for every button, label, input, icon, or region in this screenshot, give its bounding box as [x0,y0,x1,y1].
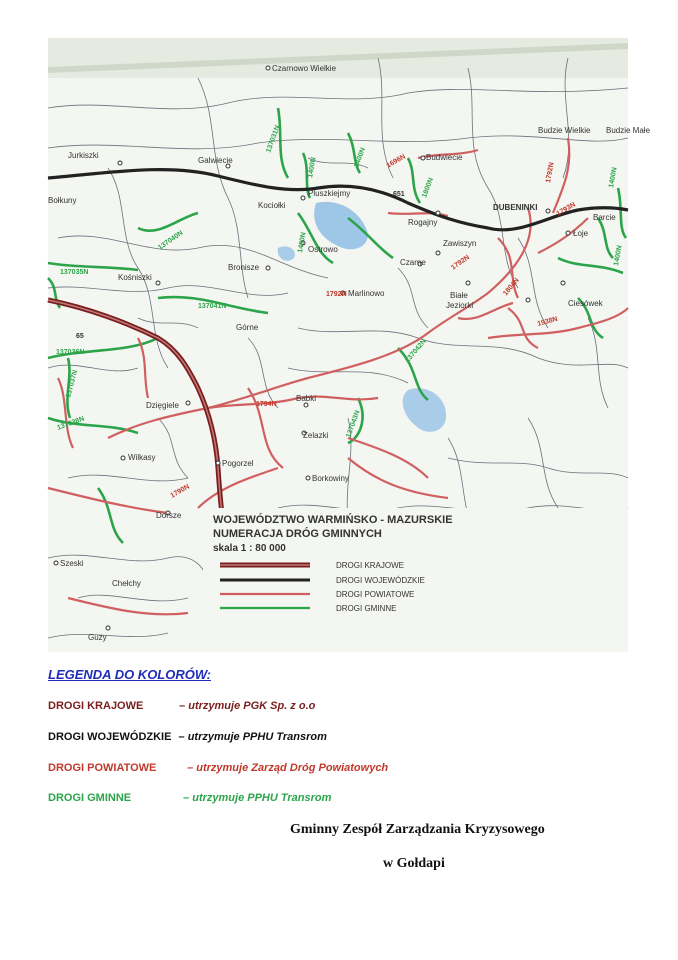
place-budwiecie: Budwiecie [426,153,463,162]
road-label: 137040N [157,229,185,252]
place-kociolki: Kociołki [258,201,286,210]
road-label: 137038N [56,415,86,432]
road-label: 137035N [60,269,89,276]
lake-small [278,246,295,260]
road-label: 1400N [608,166,619,189]
road-label: 137043N [345,409,362,439]
place-ostrowo: Ostrowo [308,245,338,254]
road-map [48,38,651,652]
map-legend-gminne: DROGI GMINNE [336,604,397,613]
place-babki: Babki [296,394,317,403]
map-legend-subtitle: NUMERACJA DRÓG GMINNYCH [213,528,382,540]
road-label: 1794N [256,401,277,408]
place-jurkiszki: Jurkiszki [68,151,99,160]
road-label: 1793N [555,201,577,218]
place-budzie-wielkie: Budzie Wielkie [538,126,591,135]
legend-row-powiatowe [48,762,388,774]
place-borkowiny: Borkowiny [312,474,349,483]
map-legend-wojewodzkie: DROGI WOJEWÓDZKIE [336,576,425,585]
road-label: 137037N [65,369,80,399]
place-dzieglie: Dzięgiele [146,401,179,410]
legend-desc-krajowe: – utrzymuje PGK Sp. z o.o [179,700,316,712]
legend-row-krajowe [48,700,315,712]
place-gorne: Górne [236,323,259,332]
place-bronisze: Bronisze [228,263,260,272]
lake-pluszkiejmy [314,202,368,249]
road-label: 1400N [297,231,308,254]
map-legend-powiatowe: DROGI POWIATOWE [336,590,415,599]
road-label: 1400N [613,244,624,267]
place-ciesowek: Ciesówek [568,299,603,308]
place-loje: Łoje [573,229,589,238]
place-dubeninki: DUBENINKI [493,203,538,212]
road-label: 1792N [545,161,556,184]
place-rogajny: Rogajny [408,218,438,227]
legend-desc-powiatowe: – utrzymuje Zarząd Dróg Powiatowych [187,762,389,774]
map-legend-scale: skala 1 : 80 000 [213,543,286,554]
place-biale: Białe [450,291,468,300]
place-czarnowo: Czarnowo Wielkie [272,64,337,73]
place-jeziorki: Jeziorki [446,301,474,310]
road-label: 1800N [421,176,435,199]
road-label: 137041N [198,303,227,310]
legend-row-wojewodzkie [48,731,327,743]
place-szeski: Szeski [60,559,84,568]
footer-org-city: w Gołdapi [383,856,445,871]
place-marlinowo: Marlinowo [348,289,385,298]
road-label: 137042N [404,338,428,365]
place-dorsze: Dorsze [156,511,182,520]
road-label: 1938N [536,315,559,328]
road-label: 1400N [353,146,367,169]
place-zelazki: Żelazki [303,431,329,440]
map-legend-title: WOJEWÓDZTWO WARMIŃSKO - MAZURSKIE [213,514,453,526]
place-wilkasy: Wilkasy [128,453,156,462]
footer-org-name: Gminny Zespół Zarządzania Kryzysowego [290,822,545,837]
place-budzie-male: Budzie Małe [606,126,651,135]
road-label: 137031N [265,124,282,154]
road-label: 651 [393,191,405,198]
road-label: 1400N [307,156,318,179]
legend-row-gminne [48,792,331,804]
road-label: 1696N [385,153,407,170]
legend-name-wojewodzkie: DROGI WOJEWÓDZKIE [48,731,172,743]
place-galwiecie: Galwiecie [198,156,233,165]
map-canvas [48,38,651,652]
place-czarne: Czarne [400,258,426,267]
road-label: 137036N [56,349,85,356]
road-label: 1790N [169,483,191,500]
road-label: 1804N [502,276,521,298]
place-olkuny: Bołkuny [48,196,77,205]
legend-name-krajowe: DROGI KRAJOWE [48,700,144,712]
place-guzy: Guzy [88,633,107,642]
place-zawiszyn: Zawiszyn [443,239,477,248]
map-legend [203,508,628,652]
road-label: 1792N [450,254,472,272]
legend-name-gminne: DROGI GMINNE [48,792,132,804]
place-barcie: Barcie [593,213,616,222]
place-pluszkiejmy: Pluszkiejmy [308,189,351,198]
legend-name-powiatowe: DROGI POWIATOWE [48,762,157,774]
legend-desc-wojewodzkie: – utrzymuje PPHU Transrom [178,731,327,743]
place-pogorzel: Pogorzel [222,459,254,468]
road-label: 1792N [326,291,347,298]
road-label: 65 [76,333,84,340]
place-chelchy: Chełchy [112,579,141,588]
place-konieczki: Kośniszki [118,273,152,282]
map-legend-krajowe: DROGI KRAJOWE [336,561,405,570]
legend-title: LEGENDA DO KOLORÓW: [48,667,211,682]
legend-desc-gminne: – utrzymuje PPHU Transrom [183,792,332,804]
